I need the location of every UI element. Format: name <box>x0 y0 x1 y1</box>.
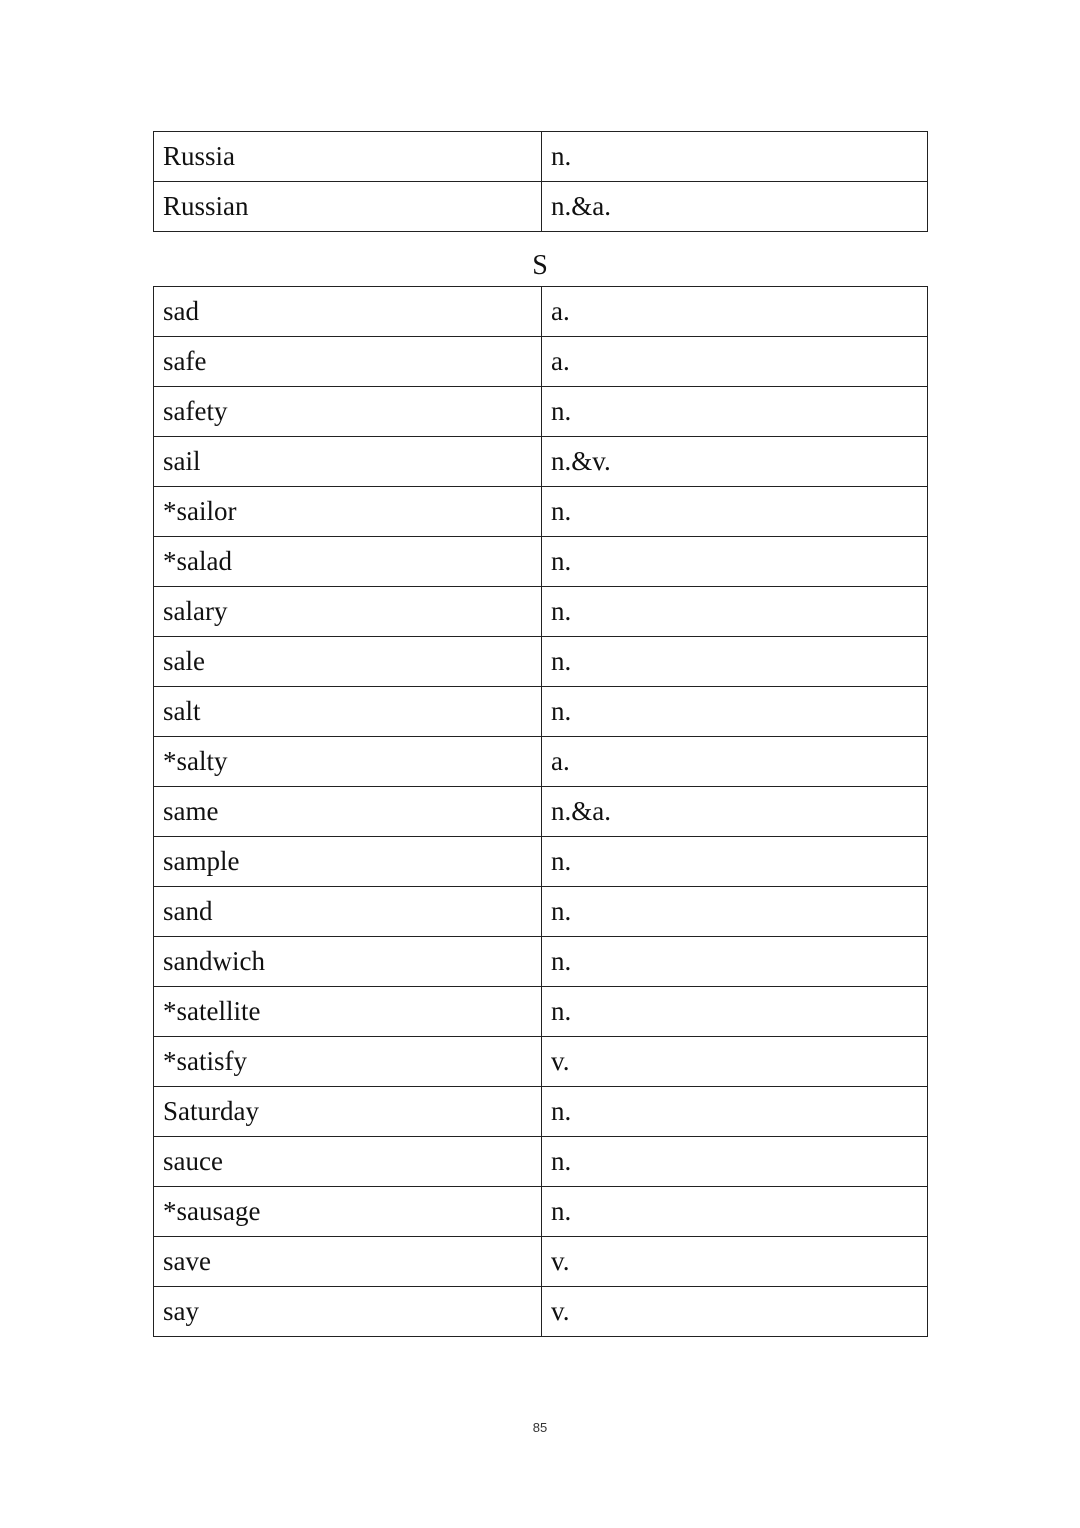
word-cell: *satisfy <box>154 1037 542 1087</box>
page-number: 85 <box>532 1420 548 1435</box>
part-of-speech-cell: n. <box>542 687 928 737</box>
word-cell: Russia <box>154 132 542 182</box>
table-row <box>154 737 928 787</box>
table-row <box>154 1037 928 1087</box>
table-row <box>154 437 928 487</box>
table-row <box>154 637 928 687</box>
table-row <box>154 1237 928 1287</box>
part-of-speech-cell: n.&v. <box>542 437 928 487</box>
table-row <box>154 937 928 987</box>
vocab-table-s <box>153 286 928 1337</box>
table-row <box>154 387 928 437</box>
table-row <box>154 687 928 737</box>
vocab-table-r-body <box>154 132 928 232</box>
part-of-speech-cell: v. <box>542 1037 928 1087</box>
word-cell: Russian <box>154 182 542 232</box>
part-of-speech-cell: n. <box>542 387 928 437</box>
word-cell: *satellite <box>154 987 542 1037</box>
table-row <box>154 837 928 887</box>
table-row <box>154 587 928 637</box>
word-cell: Saturday <box>154 1087 542 1137</box>
part-of-speech-cell: n.&a. <box>542 182 928 232</box>
word-cell: safe <box>154 337 542 387</box>
part-of-speech-cell: n. <box>542 587 928 637</box>
part-of-speech-cell: a. <box>542 337 928 387</box>
part-of-speech-cell: n. <box>542 937 928 987</box>
table-row <box>154 132 928 182</box>
part-of-speech-cell: n. <box>542 1087 928 1137</box>
word-cell: sandwich <box>154 937 542 987</box>
table-row <box>154 787 928 837</box>
table-row <box>154 287 928 337</box>
part-of-speech-cell: v. <box>542 1287 928 1337</box>
word-cell: save <box>154 1237 542 1287</box>
word-cell: *sailor <box>154 487 542 537</box>
table-row <box>154 537 928 587</box>
word-cell: salt <box>154 687 542 737</box>
table-row <box>154 1137 928 1187</box>
table-row <box>154 1287 928 1337</box>
word-cell: *salty <box>154 737 542 787</box>
part-of-speech-cell: v. <box>542 1237 928 1287</box>
word-cell: sad <box>154 287 542 337</box>
word-cell: salary <box>154 587 542 637</box>
word-cell: safety <box>154 387 542 437</box>
word-cell: sample <box>154 837 542 887</box>
word-cell: *salad <box>154 537 542 587</box>
part-of-speech-cell: n. <box>542 837 928 887</box>
word-cell: say <box>154 1287 542 1337</box>
part-of-speech-cell: n. <box>542 487 928 537</box>
vocab-table-r <box>153 131 928 232</box>
table-row <box>154 987 928 1037</box>
part-of-speech-cell: n. <box>542 537 928 587</box>
word-cell: same <box>154 787 542 837</box>
part-of-speech-cell: a. <box>542 287 928 337</box>
vocab-table-s-body <box>154 287 928 1337</box>
word-cell: sauce <box>154 1137 542 1187</box>
part-of-speech-cell: n.&a. <box>542 787 928 837</box>
table-row <box>154 1187 928 1237</box>
section-letter-heading: S <box>532 250 548 281</box>
table-row <box>154 337 928 387</box>
word-cell: sale <box>154 637 542 687</box>
word-cell: sand <box>154 887 542 937</box>
table-row <box>154 1087 928 1137</box>
table-row <box>154 487 928 537</box>
word-cell: *sausage <box>154 1187 542 1237</box>
table-row <box>154 887 928 937</box>
word-cell: sail <box>154 437 542 487</box>
part-of-speech-cell: n. <box>542 1187 928 1237</box>
part-of-speech-cell: n. <box>542 132 928 182</box>
part-of-speech-cell: n. <box>542 887 928 937</box>
part-of-speech-cell: a. <box>542 737 928 787</box>
part-of-speech-cell: n. <box>542 987 928 1037</box>
part-of-speech-cell: n. <box>542 1137 928 1187</box>
part-of-speech-cell: n. <box>542 637 928 687</box>
table-row <box>154 182 928 232</box>
